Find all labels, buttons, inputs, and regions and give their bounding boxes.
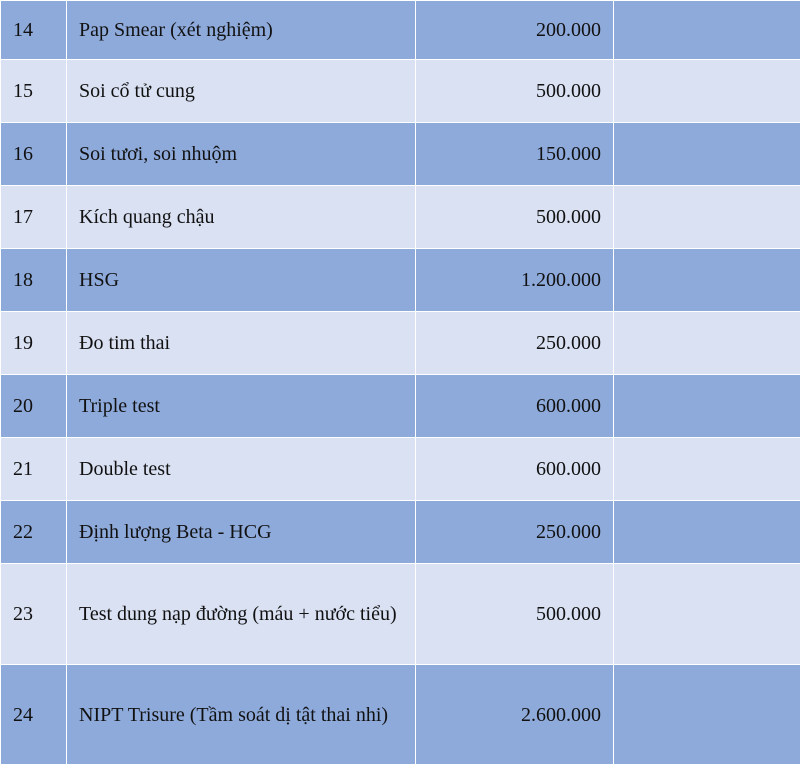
row-number: 14: [1, 1, 67, 60]
service-price: 500.000: [416, 60, 614, 123]
service-name: Triple test: [67, 375, 416, 438]
row-number: 23: [1, 564, 67, 665]
row-number: 21: [1, 438, 67, 501]
service-name: Test dung nạp đường (máu + nước tiểu): [67, 564, 416, 665]
service-note: [614, 60, 800, 123]
table-row: [1, 564, 800, 665]
service-price: 600.000: [416, 375, 614, 438]
service-price: 250.000: [416, 501, 614, 564]
row-number: 24: [1, 665, 67, 764]
table-row: [1, 375, 800, 438]
service-note: [614, 186, 800, 249]
service-note: [614, 564, 800, 665]
service-name: Kích quang chậu: [67, 186, 416, 249]
service-note: [614, 312, 800, 375]
table-row: [1, 249, 800, 312]
service-price: 500.000: [416, 186, 614, 249]
row-number: 18: [1, 249, 67, 312]
service-note: [614, 249, 800, 312]
service-note: [614, 123, 800, 186]
service-price: 2.600.000: [416, 665, 614, 764]
service-name: NIPT Trisure (Tầm soát dị tật thai nhi): [67, 665, 416, 764]
service-name: Định lượng Beta - HCG: [67, 501, 416, 564]
service-note: [614, 438, 800, 501]
row-number: 17: [1, 186, 67, 249]
service-note: [614, 375, 800, 438]
table-row: [1, 438, 800, 501]
service-note: [614, 501, 800, 564]
table-row: [1, 1, 800, 60]
table-row: [1, 60, 800, 123]
service-name: Soi tươi, soi nhuộm: [67, 123, 416, 186]
service-note: [614, 665, 800, 764]
table-row: [1, 186, 800, 249]
service-price: 600.000: [416, 438, 614, 501]
service-price: 500.000: [416, 564, 614, 665]
service-name: HSG: [67, 249, 416, 312]
row-number: 22: [1, 501, 67, 564]
service-price: 150.000: [416, 123, 614, 186]
service-note: [614, 1, 800, 60]
service-name: Pap Smear (xét nghiệm): [67, 1, 416, 60]
row-number: 19: [1, 312, 67, 375]
table-row: [1, 312, 800, 375]
service-name: Soi cổ tử cung: [67, 60, 416, 123]
row-number: 20: [1, 375, 67, 438]
table-row: [1, 501, 800, 564]
row-number: 16: [1, 123, 67, 186]
row-number: 15: [1, 60, 67, 123]
table-row: [1, 123, 800, 186]
service-name: Đo tim thai: [67, 312, 416, 375]
service-price: 250.000: [416, 312, 614, 375]
service-price: 200.000: [416, 1, 614, 60]
service-price: 1.200.000: [416, 249, 614, 312]
table-row: [1, 665, 800, 764]
service-name: Double test: [67, 438, 416, 501]
